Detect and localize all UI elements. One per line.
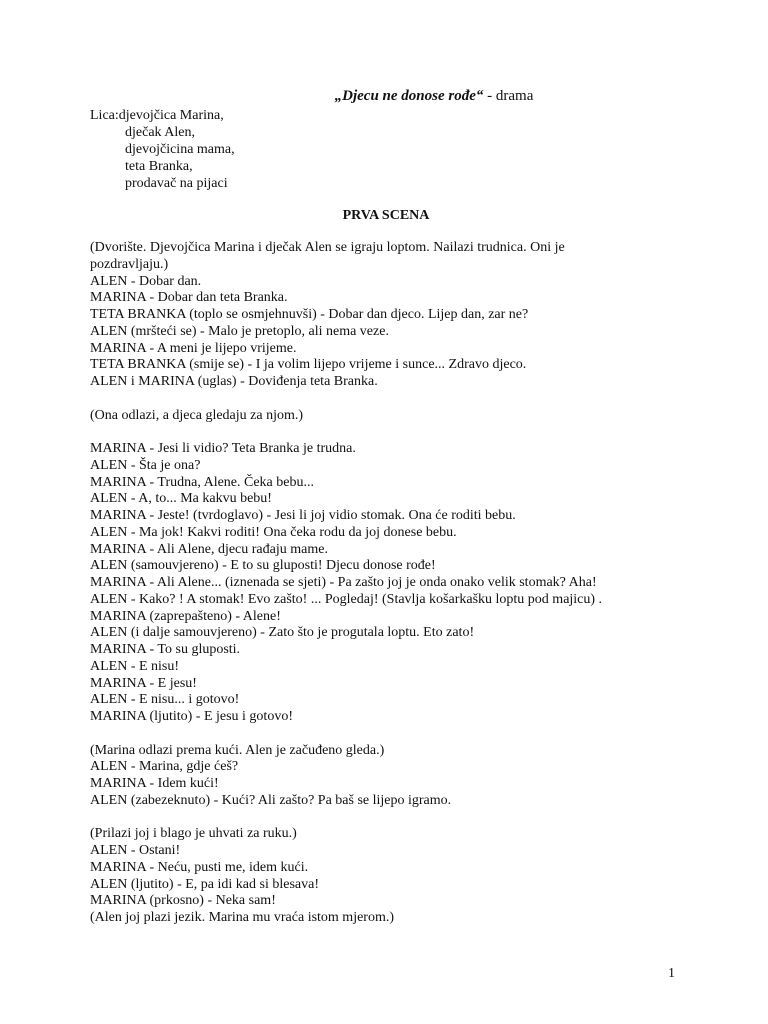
character-item: djevojčicina mama, — [125, 142, 235, 157]
script-line: ALEN (ljutito) - E, pa idi kad si blesava! — [90, 876, 319, 892]
characters-label: Lica: — [90, 108, 119, 123]
script-line: (Alen joj plazi jezik. Marina mu vraća istom mjerom.) — [90, 910, 395, 925]
scene-heading: PRVA SCENA — [342, 208, 430, 223]
script-line: MARINA (zaprepašteno) - Alene! — [90, 608, 281, 624]
script-line: ALEN - Ostani! — [90, 843, 181, 858]
script-line: MARINA - Trudna, Alene. Čeka bebu... — [90, 474, 314, 490]
script-line: ALEN - Ma jok! Kakvi roditi! Ona čeka rodu da joj donese bebu. — [90, 524, 457, 540]
script-line: ALEN (samouvjereno) - E to su gluposti! Djecu donose rođe! — [90, 558, 436, 574]
script-line: (Marina odlazi prema kući. Alen je začuđeno gleda.) — [90, 742, 385, 758]
character-item: prodavač na pijaci — [125, 176, 228, 191]
script-line: MARINA - Neću, pusti me, idem kući. — [90, 859, 309, 875]
script-line: ALEN - Kako? ! A stomak! Evo zašto! ... Pogledaj! (Stavlja košarkašku loptu pod majicu) . — [90, 591, 603, 607]
script-line: MARINA - Ali Alene... (iznenada se sjeti) - Pa zašto joj je onda onako velik stomak? Aha! — [90, 575, 597, 590]
page-number: 1 — [668, 966, 675, 981]
script-line: ALEN (i dalje samouvjereno) - Zato što je progutala loptu. Eto zato! — [90, 625, 475, 641]
script-line: ALEN - Marina, gdje ćeš? — [90, 759, 239, 775]
title-suffix: - drama — [483, 88, 534, 104]
document-title — [0, 87, 768, 105]
script-line: MARINA - Jeste! (tvrdoglavo) - Jesi li joj vidio stomak. Ona će roditi bebu. — [90, 508, 516, 523]
script-line: (Dvorište. Djevojčica Marina i dječak Alen se igraju loptom. Nailazi trudnica. Oni je — [90, 240, 565, 255]
blank-line — [90, 391, 690, 408]
script-line: MARINA - To su gluposti. — [90, 642, 241, 657]
title-main: „Djecu ne donose rođe“ — [334, 88, 484, 104]
script-line: MARINA - A meni je lijepo vrijeme. — [90, 340, 297, 356]
script-line: MARINA (prkosno) - Neka sam! — [90, 893, 276, 909]
characters-list — [90, 107, 730, 192]
script-line: TETA BRANKA (smije se) - I ja volim lijepo vrijeme i sunce... Zdravo djeco. — [90, 357, 527, 373]
script-line: MARINA - Idem kući! — [90, 776, 219, 791]
blank-line — [90, 726, 690, 743]
blank-line — [90, 810, 690, 827]
characters-first-line — [90, 107, 730, 124]
script-line: ALEN (mršteći se) - Malo je pretoplo, ali nema veze. — [90, 323, 389, 339]
script-line: MARINA - Dobar dan teta Branka. — [90, 290, 288, 306]
script-body — [90, 240, 690, 927]
blank-line — [90, 424, 690, 441]
character-item: teta Branka, — [125, 159, 193, 174]
script-line: ALEN - Šta je ona? — [90, 457, 201, 473]
script-line: MARINA - Jesi li vidio? Teta Branka je trudna. — [90, 441, 356, 456]
character-item: djevojčica Marina, — [118, 108, 224, 123]
script-line: (Ona odlazi, a djeca gledaju za njom.) — [90, 407, 304, 423]
script-line: (Prilazi joj i blago je uhvati za ruku.) — [90, 826, 297, 842]
script-line: pozdravljaju.) — [90, 256, 169, 272]
script-line: MARINA (ljutito) - E jesu i gotovo! — [90, 709, 293, 724]
script-line: MARINA - Ali Alene, djecu rađaju mame. — [90, 541, 328, 557]
script-line: ALEN - E nisu... i gotovo! — [90, 692, 240, 708]
script-line: ALEN - Dobar dan. — [90, 273, 202, 289]
script-line: ALEN - E nisu! — [90, 658, 180, 674]
script-line: TETA BRANKA (toplo se osmjehnuvši) - Dobar dan djeco. Lijep dan, zar ne? — [90, 307, 529, 322]
script-line: ALEN (zabezeknuto) - Kući? Ali zašto? Pa baš se lijepo igramo. — [90, 792, 452, 808]
script-line: ALEN - A, to... Ma kakvu bebu! — [90, 491, 272, 507]
script-line: MARINA - E jesu! — [90, 675, 197, 691]
script-line: ALEN i MARINA (uglas) - Doviđenja teta Branka. — [90, 374, 378, 389]
character-item: dječak Alen, — [125, 125, 195, 140]
